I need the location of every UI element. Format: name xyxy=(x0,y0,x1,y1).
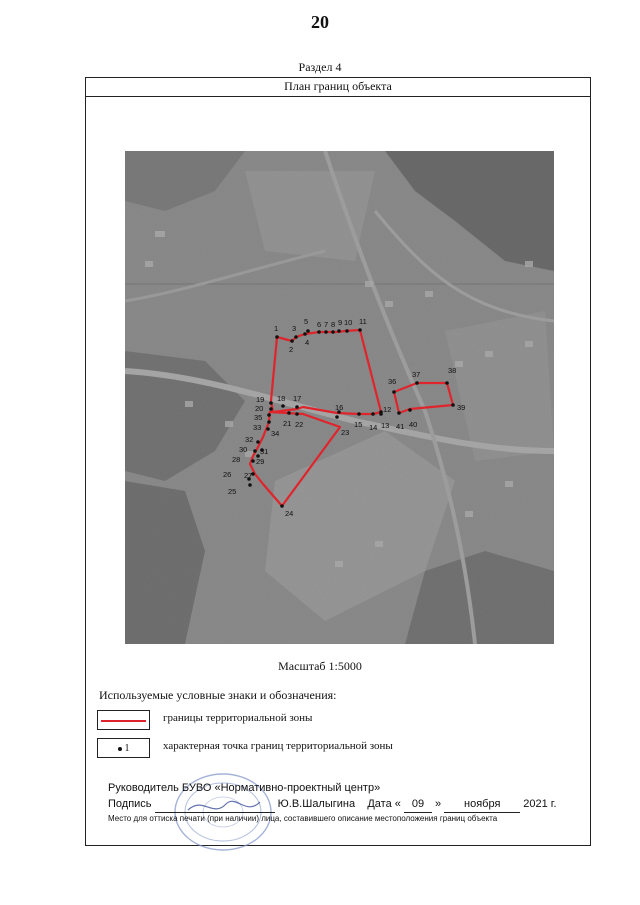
legend-label-boundary: границы территориальной зоны xyxy=(163,712,313,724)
point-label-14: 14 xyxy=(369,423,378,432)
legend-sample-point xyxy=(97,738,150,758)
point-label-11: 11 xyxy=(359,317,367,326)
point-39 xyxy=(451,403,455,407)
point-41 xyxy=(397,411,401,415)
point-5 xyxy=(306,329,310,333)
point-1 xyxy=(275,335,279,339)
point-label-32: 32 xyxy=(245,435,254,444)
point-18 xyxy=(281,404,285,408)
point-label-12: 12 xyxy=(383,405,392,414)
point-33 xyxy=(267,420,271,424)
point-label-16: 16 xyxy=(335,403,344,412)
point-label-30: 30 xyxy=(239,445,248,454)
point-label-3: 3 xyxy=(292,324,297,333)
point-label-8: 8 xyxy=(331,320,336,329)
legend-sample-boundary xyxy=(97,710,150,730)
point-label-27: 27 xyxy=(244,471,253,480)
point-6 xyxy=(317,330,321,334)
point-32 xyxy=(256,440,260,444)
point-label-31: 31 xyxy=(260,447,269,456)
point-label-19: 19 xyxy=(256,395,265,404)
scale-label: Масштаб 1:5000 xyxy=(278,659,362,673)
point-label-40: 40 xyxy=(409,420,418,429)
point-label-7: 7 xyxy=(324,320,329,329)
point-label-38: 38 xyxy=(448,366,457,375)
signature-line xyxy=(108,796,557,813)
point-label-9: 9 xyxy=(338,318,343,327)
point-label-29: 29 xyxy=(256,457,265,466)
legend-title: Используемые условные знаки и обозначения: xyxy=(99,688,337,702)
point-label-2: 2 xyxy=(289,345,294,354)
signature-field xyxy=(155,796,275,813)
point-label-33: 33 xyxy=(253,423,262,432)
point-label-23: 23 xyxy=(341,428,350,437)
point-label-24: 24 xyxy=(285,509,294,518)
point-label-17: 17 xyxy=(293,394,302,403)
point-label-34: 34 xyxy=(271,429,280,438)
point-label-41: 41 xyxy=(396,422,405,431)
date-month: ноября xyxy=(444,796,520,813)
signature-role: Руководитель БУВО «Нормативно-проектный центр» xyxy=(108,782,381,794)
point-label-39: 39 xyxy=(457,403,466,412)
aerial-map xyxy=(125,151,554,644)
point-9 xyxy=(337,329,341,333)
point-label-22: 22 xyxy=(295,420,304,429)
point-label-10: 10 xyxy=(344,318,353,327)
legend-label-point: характерная точка границ территориальной зоны xyxy=(163,740,393,752)
signature-block xyxy=(108,780,557,813)
point-14 xyxy=(371,412,375,416)
signature-sign-label: Подпись xyxy=(108,798,152,810)
point-21 xyxy=(287,411,291,415)
point-13 xyxy=(379,412,383,416)
plan-title: План границ объекта xyxy=(85,77,591,97)
point-24 xyxy=(280,504,284,508)
signature-name: Ю.В.Шалыгина xyxy=(277,798,356,810)
stamp-place-note: Место для оттиска печати (при наличии) лица, составившего описание местоположения границ объекта xyxy=(108,814,498,823)
point-11 xyxy=(358,328,362,332)
point-label-5: 5 xyxy=(304,317,309,326)
point-label-28: 28 xyxy=(232,455,241,464)
point-label-13: 13 xyxy=(381,421,390,430)
section-label: Раздел 4 xyxy=(298,60,342,74)
point-35 xyxy=(267,413,271,417)
point-34 xyxy=(266,427,270,431)
date-day: 09 xyxy=(404,796,432,813)
date-quote-close: » xyxy=(435,798,442,810)
point-40 xyxy=(408,408,412,412)
point-4 xyxy=(303,332,307,336)
point-28 xyxy=(251,459,255,463)
point-37 xyxy=(415,381,419,385)
point-label-6: 6 xyxy=(317,320,322,329)
point-15 xyxy=(357,412,361,416)
page-number: 20 xyxy=(311,12,329,32)
legend-sample-point-label: 1 xyxy=(124,743,130,754)
point-10 xyxy=(345,329,349,333)
point-label-26: 26 xyxy=(223,470,232,479)
point-23 xyxy=(335,415,339,419)
point-22 xyxy=(295,412,299,416)
point-2 xyxy=(290,339,294,343)
point-label-4: 4 xyxy=(305,338,310,347)
point-38 xyxy=(445,381,449,385)
point-20 xyxy=(269,407,273,411)
point-label-18: 18 xyxy=(277,394,286,403)
point-label-25: 25 xyxy=(228,487,237,496)
point-label-37: 37 xyxy=(412,370,421,379)
point-8 xyxy=(331,330,335,334)
point-label-35: 35 xyxy=(254,413,263,422)
point-19 xyxy=(269,401,273,405)
point-17 xyxy=(295,405,299,409)
point-30 xyxy=(253,449,257,453)
point-label-20: 20 xyxy=(255,404,264,413)
point-36 xyxy=(392,390,396,394)
date-year: 2021 г. xyxy=(523,798,557,810)
date-label: Дата « xyxy=(367,798,401,810)
point-dot-icon xyxy=(118,747,122,751)
point-label-1: 1 xyxy=(274,324,279,333)
point-label-21: 21 xyxy=(283,419,292,428)
point-7 xyxy=(324,330,328,334)
point-label-15: 15 xyxy=(354,420,363,429)
point-25 xyxy=(248,483,252,487)
point-3 xyxy=(294,335,298,339)
point-label-36: 36 xyxy=(388,377,397,386)
